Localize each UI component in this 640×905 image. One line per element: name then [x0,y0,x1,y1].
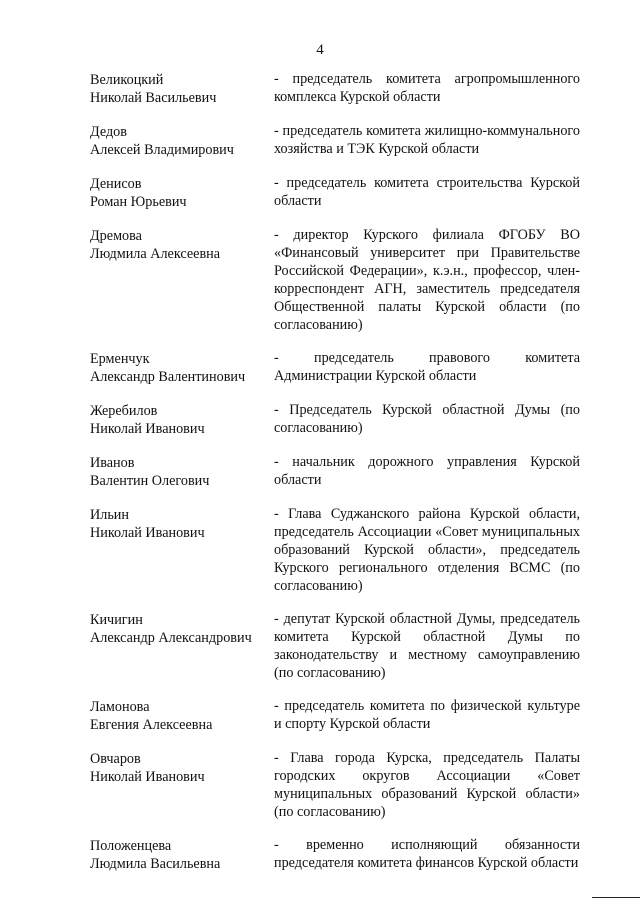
member-surname: Ламонова [90,699,150,715]
member-given-names: Николай Васильевич [90,90,217,106]
member-entry [90,836,590,873]
member-entry [90,122,590,159]
page-number: 4 [316,42,324,58]
member-surname: Кичигин [90,612,143,628]
member-surname: Дремова [90,228,142,244]
footer-rule [592,897,640,898]
member-entry [90,401,590,438]
member-position: - начальник дорожного управления Курской области [274,454,580,488]
member-position: - Глава Суджанского района Курской области, председатель Ассоциации «Совет муниципальных образований Курской области», председатель Курского регионального отделения ВСМС (по согласованию) [274,506,580,594]
member-surname: Овчаров [90,751,141,767]
member-surname: Положенцева [90,838,172,854]
member-given-names: Александр Александрович [90,630,252,646]
member-entry [90,697,590,734]
member-given-names: Валентин Олегович [90,473,210,489]
member-position: - депутат Курской областной Думы, председатель комитета Курской областной Думы по законодательству и местному самоуправлению (по согласованию) [274,611,580,681]
member-given-names: Людмила Васильевна [90,856,221,872]
member-entry [90,453,590,490]
member-given-names: Николай Иванович [90,421,205,437]
member-surname: Великоцкий [90,72,164,88]
member-name [90,226,274,263]
member-list [90,70,590,873]
member-name [90,401,274,438]
member-name [90,70,274,107]
member-surname: Дедов [90,124,127,140]
member-name [90,453,274,490]
member-given-names: Евгения Алексеевна [90,717,213,733]
member-name [90,122,274,159]
member-name [90,349,274,386]
member-position: - председатель комитета агропромышленного комплекса Курской области [274,71,580,105]
member-name [90,697,274,734]
member-name [90,610,274,647]
member-entry [90,226,590,334]
member-entry [90,70,590,107]
member-given-names: Людмила Алексеевна [90,246,221,262]
member-entry [90,749,590,821]
member-position: - председатель комитета по физической культуре и спорту Курской области [274,698,580,732]
member-entry [90,505,590,595]
member-given-names: Николай Иванович [90,769,205,785]
member-given-names: Александр Валентинович [90,369,246,385]
member-position: - Председатель Курской областной Думы (по согласованию) [274,402,580,436]
member-given-names: Николай Иванович [90,525,205,541]
member-position: - временно исполняющий обязанности председателя комитета финансов Курской области [274,837,580,871]
member-entry [90,349,590,386]
member-position: - Глава города Курска, председатель Палаты городских округов Ассоциации «Совет муниципальных образований Курской области» (по согласованию) [274,750,580,820]
member-given-names: Алексей Владимирович [90,142,234,158]
member-position: - председатель комитета строительства Курской области [274,175,580,209]
member-entry [90,174,590,211]
member-surname: Ильин [90,507,129,523]
member-surname: Жеребилов [90,403,158,419]
member-position: - директор Курского филиала ФГОБУ ВО «Финансовый университет при Правительстве Российской Федерации», к.э.н., профессор, член-корреспондент АГН, заместитель председателя Общественной палаты Курской области (по согласованию) [274,227,580,333]
member-name [90,505,274,542]
member-position: - председатель правового комитета Администрации Курской области [274,350,580,384]
member-given-names: Роман Юрьевич [90,194,187,210]
member-name [90,836,274,873]
member-entry [90,610,590,682]
member-surname: Иванов [90,455,135,471]
member-name [90,749,274,786]
member-surname: Денисов [90,176,142,192]
member-surname: Ерменчук [90,351,150,367]
member-name [90,174,274,211]
member-position: - председатель комитета жилищно-коммунального хозяйства и ТЭК Курской области [274,123,580,157]
